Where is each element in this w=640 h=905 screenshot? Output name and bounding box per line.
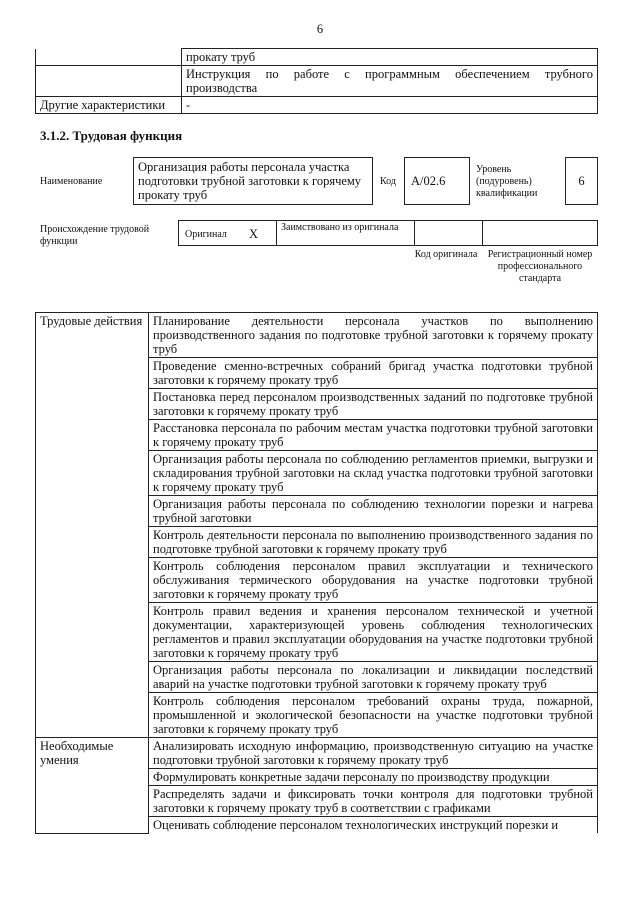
table-cell: Расстановка персонала по рабочим местам участка подготовки трубной заготовки к горячему прокату труб xyxy=(149,420,598,451)
table-cell: Контроль деятельности персонала по выполнению производственного задания по подготовке трубной заготовки к горячему прокату труб xyxy=(149,527,598,558)
table-cell: Оценивать соблюдение персоналом технологических инструкций порезки и xyxy=(149,817,598,834)
table-cell: Другие характеристики xyxy=(36,97,182,114)
table-cell: Планирование деятельности персонала участков по выполнению производственного задания по подготовке трубной заготовки к горячему прокату труб xyxy=(149,313,598,358)
table-row xyxy=(36,49,598,66)
table-cell: Инструкция по работе с программным обеспечением трубного производства xyxy=(182,66,598,97)
origin-row xyxy=(178,220,598,246)
top-table xyxy=(35,48,598,114)
table-cell: прокату труб xyxy=(182,49,598,66)
table-cell xyxy=(36,49,182,66)
reg-caption: Регистрационный номер профессионального стандарта xyxy=(487,249,593,284)
table-row xyxy=(36,738,598,769)
original-mark: X xyxy=(249,227,259,241)
name-label: Наименование xyxy=(40,176,103,187)
table-cell: Организация работы персонала по соблюдению регламентов приемки, выгрузки и складирования трубной заготовки на склад участка подготовки трубной заготовки к горячему прокату труб xyxy=(149,451,598,496)
table-cell: Организация работы персонала по соблюдению технологии порезки и нагрева трубной заготовки xyxy=(149,496,598,527)
level-value: 6 xyxy=(565,157,598,205)
original-label: Оригинал xyxy=(185,229,227,240)
table-row xyxy=(36,66,598,97)
table-cell: Проведение сменно-встречных собраний бригад участка подготовки трубной заготовки к горячему прокату труб xyxy=(149,358,598,389)
table-cell: Организация работы персонала по локализации и ликвидации последствий аварий на участке подготовки трубной заготовки к горячему прокату труб xyxy=(149,662,598,693)
table-cell xyxy=(36,66,182,97)
table-cell: Анализировать исходную информацию, производственную ситуацию на участке подготовки трубной заготовки к горячему прокату труб xyxy=(149,738,598,769)
code-caption: Код оригинала xyxy=(414,249,478,260)
divider xyxy=(276,221,277,245)
name-value: Организация работы персонала участка подготовки трубной заготовки к горячему прокату труб xyxy=(133,157,373,205)
table-cell: Контроль соблюдения персоналом требований охраны труда, пожарной, промышленной и экологической безопасности на участке подготовки трубной заготовки к горячему прокату труб xyxy=(149,693,598,738)
section-title: 3.1.2. Трудовая функция xyxy=(40,128,183,143)
table-cell: Распределять задачи и фиксировать точки контроля для подготовки трубной заготовки к горячему прокату труб в соответствии с графиками xyxy=(149,786,598,817)
page-number: 6 xyxy=(316,22,324,36)
table-cell: Постановка перед персоналом производственных заданий по подготовке трубной заготовки к горячему прокату труб xyxy=(149,389,598,420)
table-row xyxy=(36,313,598,358)
table-row xyxy=(36,97,598,114)
borrowed-label: Заимствовано из оригинала xyxy=(281,222,399,233)
table-cell: - xyxy=(182,97,598,114)
group-label: Необходимые умения xyxy=(36,738,149,834)
code-value: А/02.6 xyxy=(404,157,470,205)
origin-label: Происхождение трудовой функции xyxy=(40,224,150,247)
divider xyxy=(482,221,483,245)
code-label: Код xyxy=(380,176,396,187)
level-label: Уровень (подуровень) квалификации xyxy=(476,164,538,199)
table-cell: Контроль соблюдения персоналом правил эксплуатации и технического обслуживания термического оборудования на участке подготовки трубной заготовки к горячему прокату труб xyxy=(149,558,598,603)
divider xyxy=(414,221,415,245)
main-table xyxy=(35,312,598,834)
table-cell: Контроль правил ведения и хранения персоналом технической и учетной документации, характеризующей уровень соблюдения технологических регламентов и правил эксплуатации оборудования на участке подготовки трубной заготовки к горячему прокату труб xyxy=(149,603,598,662)
table-cell: Формулировать конкретные задачи персоналу по производству продукции xyxy=(149,769,598,786)
group-label: Трудовые действия xyxy=(36,313,149,738)
